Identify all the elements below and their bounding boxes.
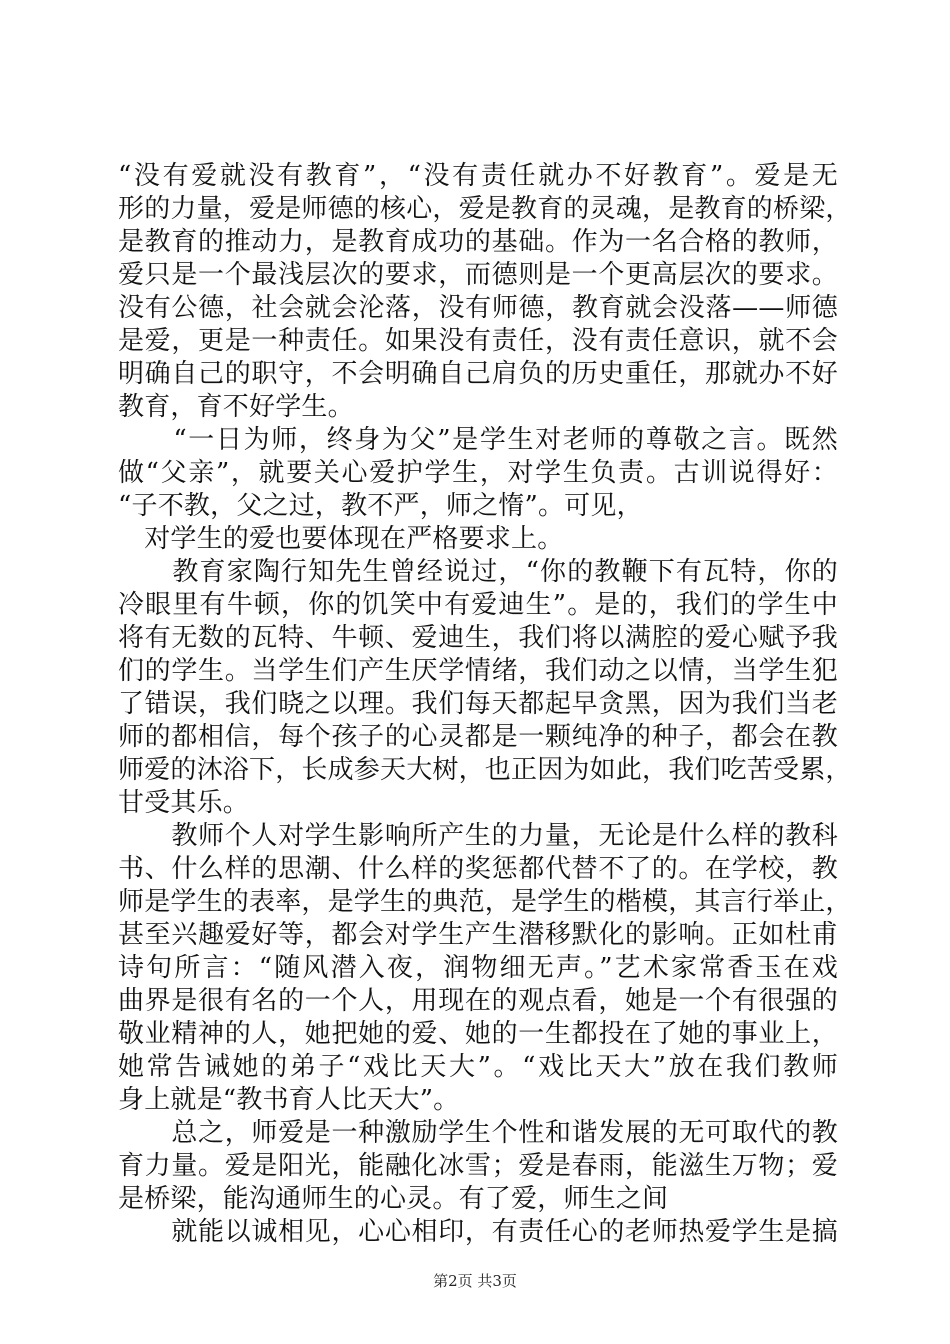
- text-line: 们的学生。当学生们产生厌学情绪，我们动之以情，当学生犯: [118, 656, 838, 686]
- page-footer: [0, 1270, 950, 1291]
- text-line: 将有无数的瓦特、牛顿、爱迪生，我们将以满腔的爱心赋予我: [118, 623, 838, 653]
- text-line: 没有公德，社会就会沦落，没有师德，教育就会没落——师德: [118, 293, 838, 323]
- text-line: 总之，师爱是一种激励学生个性和谐发展的无可取代的教: [118, 1118, 838, 1148]
- text-line: 师是学生的表率，是学生的典范，是学生的楷模，其言行举止，: [118, 887, 852, 917]
- text-line: 甘受其乐。: [118, 788, 250, 818]
- text-line: 教师个人对学生影响所产生的力量，无论是什么样的教科: [118, 821, 838, 851]
- text-line: 身上就是“教书育人比天大”。: [118, 1085, 460, 1115]
- text-line: 书、什么样的思潮、什么样的奖惩都代替不了的。在学校，教: [118, 854, 838, 884]
- text-line: 师爱的沐浴下，长成参天大树，也正因为如此，我们吃苦受累，: [118, 755, 852, 785]
- body-text: [118, 160, 852, 1249]
- page-number-label: 第2页 共3页: [433, 1272, 517, 1290]
- text-line: 教育，育不好学生。: [118, 392, 354, 422]
- text-line: 做“父亲”，就要关心爱护学生，对学生负责。古训说得好：: [118, 458, 838, 488]
- text-line: 就能以诚相见，心心相印，有责任心的老师热爱学生是搞: [118, 1217, 838, 1247]
- text-line: 甚至兴趣爱好等，都会对学生产生潜移默化的影响。正如杜甫: [118, 920, 838, 950]
- text-line: “没有爱就没有教育”，“没有责任就办不好教育”。爱是无: [118, 161, 838, 191]
- text-line: 师的都相信，每个孩子的心灵都是一颗纯净的种子，都会在教: [118, 722, 838, 752]
- text-line: “一日为师，终身为父”是学生对老师的尊敬之言。既然: [118, 425, 838, 455]
- text-line: 她常告诫她的弟子“戏比天大”。“戏比天大”放在我们教师: [118, 1052, 838, 1082]
- text-line: 明确自己的职守，不会明确自己肩负的历史重任，那就办不好: [118, 359, 838, 389]
- text-line: 是教育的推动力，是教育成功的基础。作为一名合格的教师，: [118, 227, 838, 257]
- text-line: 敬业精神的人，她把她的爱、她的一生都投在了她的事业上，: [118, 1019, 838, 1049]
- text-line: 对学生的爱也要体现在严格要求上。: [118, 524, 564, 554]
- text-line: 冷眼里有牛顿，你的饥笑中有爱迪生”。是的，我们的学生中: [118, 590, 838, 620]
- text-line: 教育家陶行知先生曾经说过，“你的教鞭下有瓦特，你的: [118, 557, 838, 587]
- text-line: 形的力量，爱是师德的核心，爱是教育的灵魂，是教育的桥梁，: [118, 194, 852, 224]
- text-line: 爱只是一个最浅层次的要求，而德则是一个更高层次的要求。: [118, 260, 838, 290]
- text-line: 了错误，我们晓之以理。我们每天都起早贪黑，因为我们当老: [118, 689, 838, 719]
- text-line: 育力量。爱是阳光，能融化冰雪；爱是春雨，能滋生万物；爱: [118, 1151, 838, 1181]
- text-line: “子不教，父之过，教不严，师之惰”。可见，: [118, 491, 643, 521]
- text-line: 是爱，更是一种责任。如果没有责任，没有责任意识，就不会: [118, 326, 838, 356]
- text-line: 诗句所言：“随风潜入夜，润物细无声。”艺术家常香玉在戏: [118, 953, 838, 983]
- text-line: 是桥梁，能沟通师生的心灵。有了爱，师生之间: [118, 1184, 669, 1214]
- text-line: 曲界是很有名的一个人，用现在的观点看，她是一个有很强的: [118, 986, 838, 1016]
